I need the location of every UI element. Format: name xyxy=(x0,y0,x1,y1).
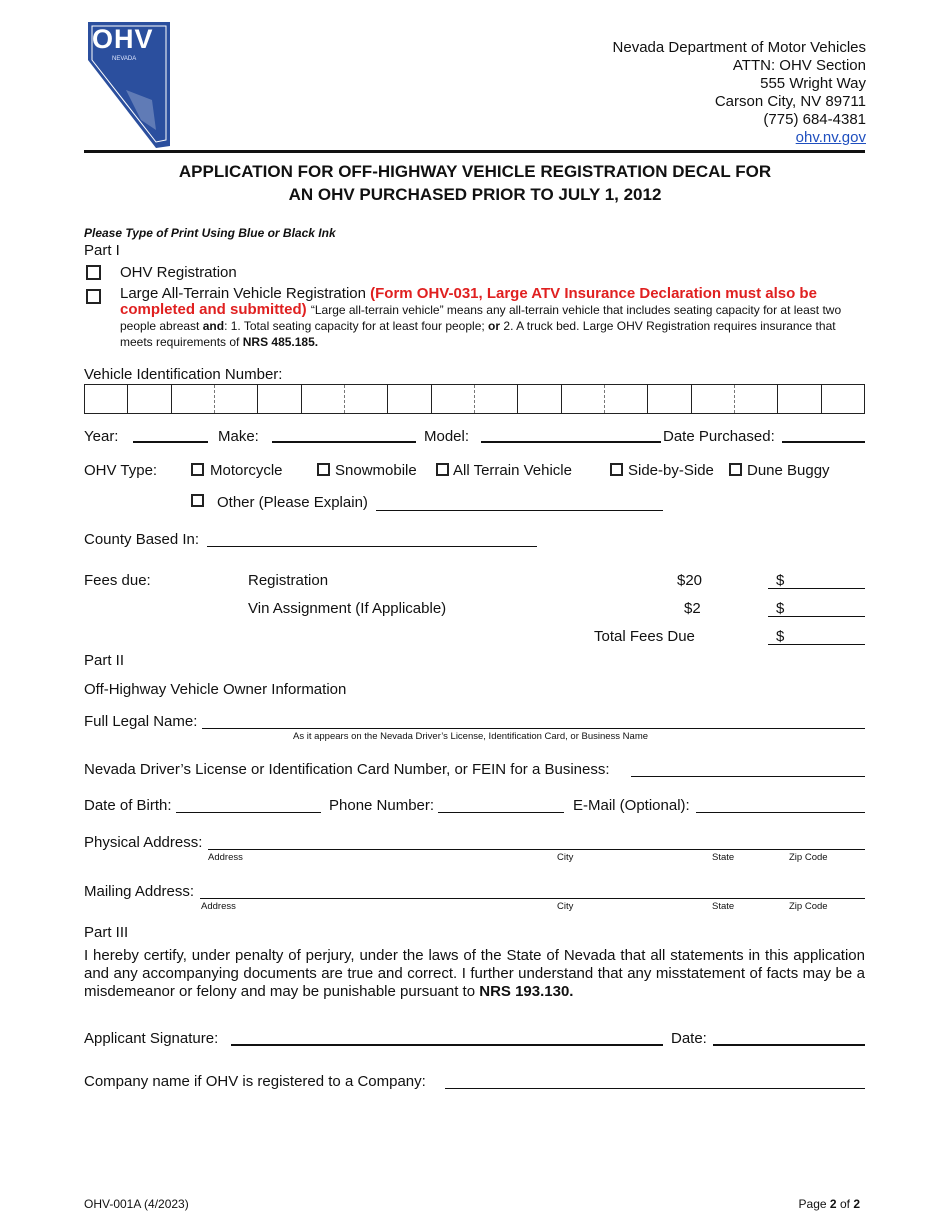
vin-box[interactable] xyxy=(822,385,864,413)
def-nrs: NRS 485.185. xyxy=(242,335,319,349)
license-label: Nevada Driver’s License or Identification Card Number, or FEIN for a Business: xyxy=(84,761,610,778)
mailing-address-col: Address xyxy=(201,901,236,912)
model-field[interactable] xyxy=(481,441,661,443)
ohv-registration-checkbox[interactable] xyxy=(86,265,101,280)
snowmobile-label: Snowmobile xyxy=(335,462,417,479)
vin-box[interactable] xyxy=(778,385,821,413)
other-explain-field[interactable] xyxy=(376,510,663,511)
vin-input-grid[interactable] xyxy=(84,384,865,414)
full-name-hint: As it appears on the Nevada Driver’s License, Identification Card, or Business Name xyxy=(293,731,649,742)
vin-box[interactable] xyxy=(302,385,345,413)
ohv-registration-label: OHV Registration xyxy=(120,264,237,281)
total-fees-label: Total Fees Due xyxy=(594,628,695,645)
part2-label: Part II xyxy=(84,652,125,669)
snowmobile-checkbox[interactable] xyxy=(317,463,330,476)
logo-text: OHV xyxy=(92,24,154,54)
make-label: Make: xyxy=(218,428,259,445)
mailing-address-field[interactable] xyxy=(200,898,865,899)
side-by-side-checkbox[interactable] xyxy=(610,463,623,476)
vin-box[interactable] xyxy=(692,385,735,413)
vin-box[interactable] xyxy=(562,385,605,413)
page-indicator xyxy=(799,1197,860,1211)
full-name-field[interactable] xyxy=(202,728,865,729)
def-text-1: “Large all-terrain vehicle” means any all-terrain vehicle that includes seating capacity for at least two people abreast xyxy=(120,303,842,333)
phone-label: Phone Number: xyxy=(329,797,435,814)
phone-field[interactable] xyxy=(438,812,564,813)
ohv-type-label: OHV Type: xyxy=(84,462,158,479)
vin-box[interactable] xyxy=(128,385,171,413)
other-label: Other (Please Explain) xyxy=(217,494,368,511)
registration-fee-field[interactable] xyxy=(768,588,865,589)
certification-nrs: NRS 193.130. xyxy=(479,983,574,1000)
year-field[interactable] xyxy=(133,441,208,443)
vin-fee-field[interactable] xyxy=(768,616,865,617)
physical-address-col: Address xyxy=(208,852,243,863)
vin-box[interactable] xyxy=(388,385,431,413)
agency-city: Carson City, NV 89711 xyxy=(714,93,866,110)
signature-label: Applicant Signature: xyxy=(84,1030,219,1047)
physical-city-col: City xyxy=(557,852,574,863)
vin-box[interactable] xyxy=(345,385,388,413)
dob-field[interactable] xyxy=(176,812,321,813)
page-prefix: Page xyxy=(798,1197,827,1211)
vin-box[interactable] xyxy=(475,385,518,413)
def-and: and xyxy=(202,319,225,333)
registration-fee-dollar: $ xyxy=(776,572,785,589)
email-field[interactable] xyxy=(696,812,865,813)
model-label: Model: xyxy=(424,428,470,445)
atv-label: All Terrain Vehicle xyxy=(453,462,572,479)
signature-field[interactable] xyxy=(231,1044,663,1046)
vin-box[interactable] xyxy=(215,385,258,413)
registration-fee-amount: $20 xyxy=(677,572,703,589)
side-by-side-label: Side-by-Side xyxy=(628,462,714,479)
vin-box[interactable] xyxy=(735,385,778,413)
full-name-label: Full Legal Name: xyxy=(84,713,198,730)
county-field[interactable] xyxy=(207,546,537,547)
ink-instructions: Please Type of Print Using Blue or Black Ink xyxy=(84,226,336,240)
agency-website-link[interactable]: ohv.nv.gov xyxy=(795,129,866,146)
logo-subtext: NEVADA xyxy=(112,56,137,62)
form-title-line1: APPLICATION FOR OFF-HIGHWAY VEHICLE REGISTRATION DECAL FOR xyxy=(178,162,772,181)
physical-state-col: State xyxy=(712,852,735,863)
physical-zip-col: Zip Code xyxy=(789,852,828,863)
owner-info-heading: Off-Highway Vehicle Owner Information xyxy=(84,681,347,698)
def-text-3: 2. A truck bed. Large OHV Registration requires insurance that meets requirements of xyxy=(120,319,836,349)
motorcycle-label: Motorcycle xyxy=(210,462,283,479)
large-atv-form-note: (Form OHV-031, Large ATV Insurance Declaration must also be completed and submitted) xyxy=(120,285,817,318)
page-number: 2 xyxy=(829,1197,837,1211)
atv-checkbox[interactable] xyxy=(436,463,449,476)
def-or: or xyxy=(488,319,501,333)
mailing-city-col: City xyxy=(557,901,574,912)
dune-buggy-label: Dune Buggy xyxy=(747,462,830,479)
email-label: E-Mail (Optional): xyxy=(573,797,690,814)
make-field[interactable] xyxy=(272,441,416,443)
vin-fee-dollar: $ xyxy=(776,600,785,617)
vin-box[interactable] xyxy=(258,385,301,413)
county-label: County Based In: xyxy=(84,531,200,548)
ohv-logo xyxy=(86,20,172,150)
vin-fee-amount: $2 xyxy=(684,600,701,617)
mailing-state-col: State xyxy=(712,901,735,912)
mailing-zip-col: Zip Code xyxy=(789,901,828,912)
mailing-address-label: Mailing Address: xyxy=(84,883,195,900)
large-atv-label: Large All-Terrain Vehicle Registration xyxy=(120,285,366,302)
page-of: of xyxy=(839,1197,850,1211)
part1-label: Part I xyxy=(84,242,120,259)
registration-fee-label: Registration xyxy=(248,572,329,589)
agency-name: Nevada Department of Motor Vehicles xyxy=(612,39,866,56)
form-title-line2: AN OHV PURCHASED PRIOR TO JULY 1, 2012 xyxy=(288,185,662,204)
page-total: 2 xyxy=(853,1197,860,1211)
vin-fee-label: Vin Assignment (If Applicable) xyxy=(248,600,447,617)
vin-box[interactable] xyxy=(432,385,475,413)
agency-street: 555 Wright Way xyxy=(760,75,866,92)
agency-phone: (775) 684-4381 xyxy=(763,111,866,128)
vin-box[interactable] xyxy=(605,385,648,413)
signature-date-field[interactable] xyxy=(713,1044,865,1046)
vin-box[interactable] xyxy=(648,385,691,413)
physical-address-label: Physical Address: xyxy=(84,834,203,851)
dob-label: Date of Birth: xyxy=(84,797,172,814)
vin-label: Vehicle Identification Number: xyxy=(84,366,283,383)
vin-box[interactable] xyxy=(172,385,215,413)
def-text-2: : 1. Total seating capacity for at least four people; xyxy=(224,319,485,333)
certification-body: I hereby certify, under penalty of perjury, under the laws of the State of Nevada that all statements in this application and any accompanying documents are true and correct. I further understand that any misstatement of facts may be a misdemeanor or felony and may be punishable pursuant to xyxy=(84,947,865,1000)
header-rule xyxy=(84,150,865,153)
total-fees-field[interactable] xyxy=(768,644,865,645)
vin-box[interactable] xyxy=(518,385,561,413)
other-checkbox[interactable] xyxy=(191,494,204,507)
company-name-label: Company name if OHV is registered to a Company: xyxy=(84,1073,426,1090)
total-fees-dollar: $ xyxy=(776,628,785,645)
large-atv-registration-checkbox[interactable] xyxy=(86,289,101,304)
dune-buggy-checkbox[interactable] xyxy=(729,463,742,476)
large-atv-description xyxy=(120,286,865,350)
part3-label: Part III xyxy=(84,924,129,941)
license-field[interactable] xyxy=(631,776,865,777)
fees-label: Fees due: xyxy=(84,572,151,589)
vin-box[interactable] xyxy=(85,385,128,413)
certification-text xyxy=(84,947,865,1001)
company-name-field[interactable] xyxy=(445,1088,865,1089)
form-id: OHV-001A (4/2023) xyxy=(84,1197,189,1211)
year-label: Year: xyxy=(84,428,119,445)
agency-attn: ATTN: OHV Section xyxy=(732,57,866,74)
date-purchased-field[interactable] xyxy=(782,441,865,443)
signature-date-label: Date: xyxy=(671,1030,707,1047)
date-purchased-label: Date Purchased: xyxy=(663,428,775,445)
physical-address-field[interactable] xyxy=(208,849,865,850)
motorcycle-checkbox[interactable] xyxy=(191,463,204,476)
